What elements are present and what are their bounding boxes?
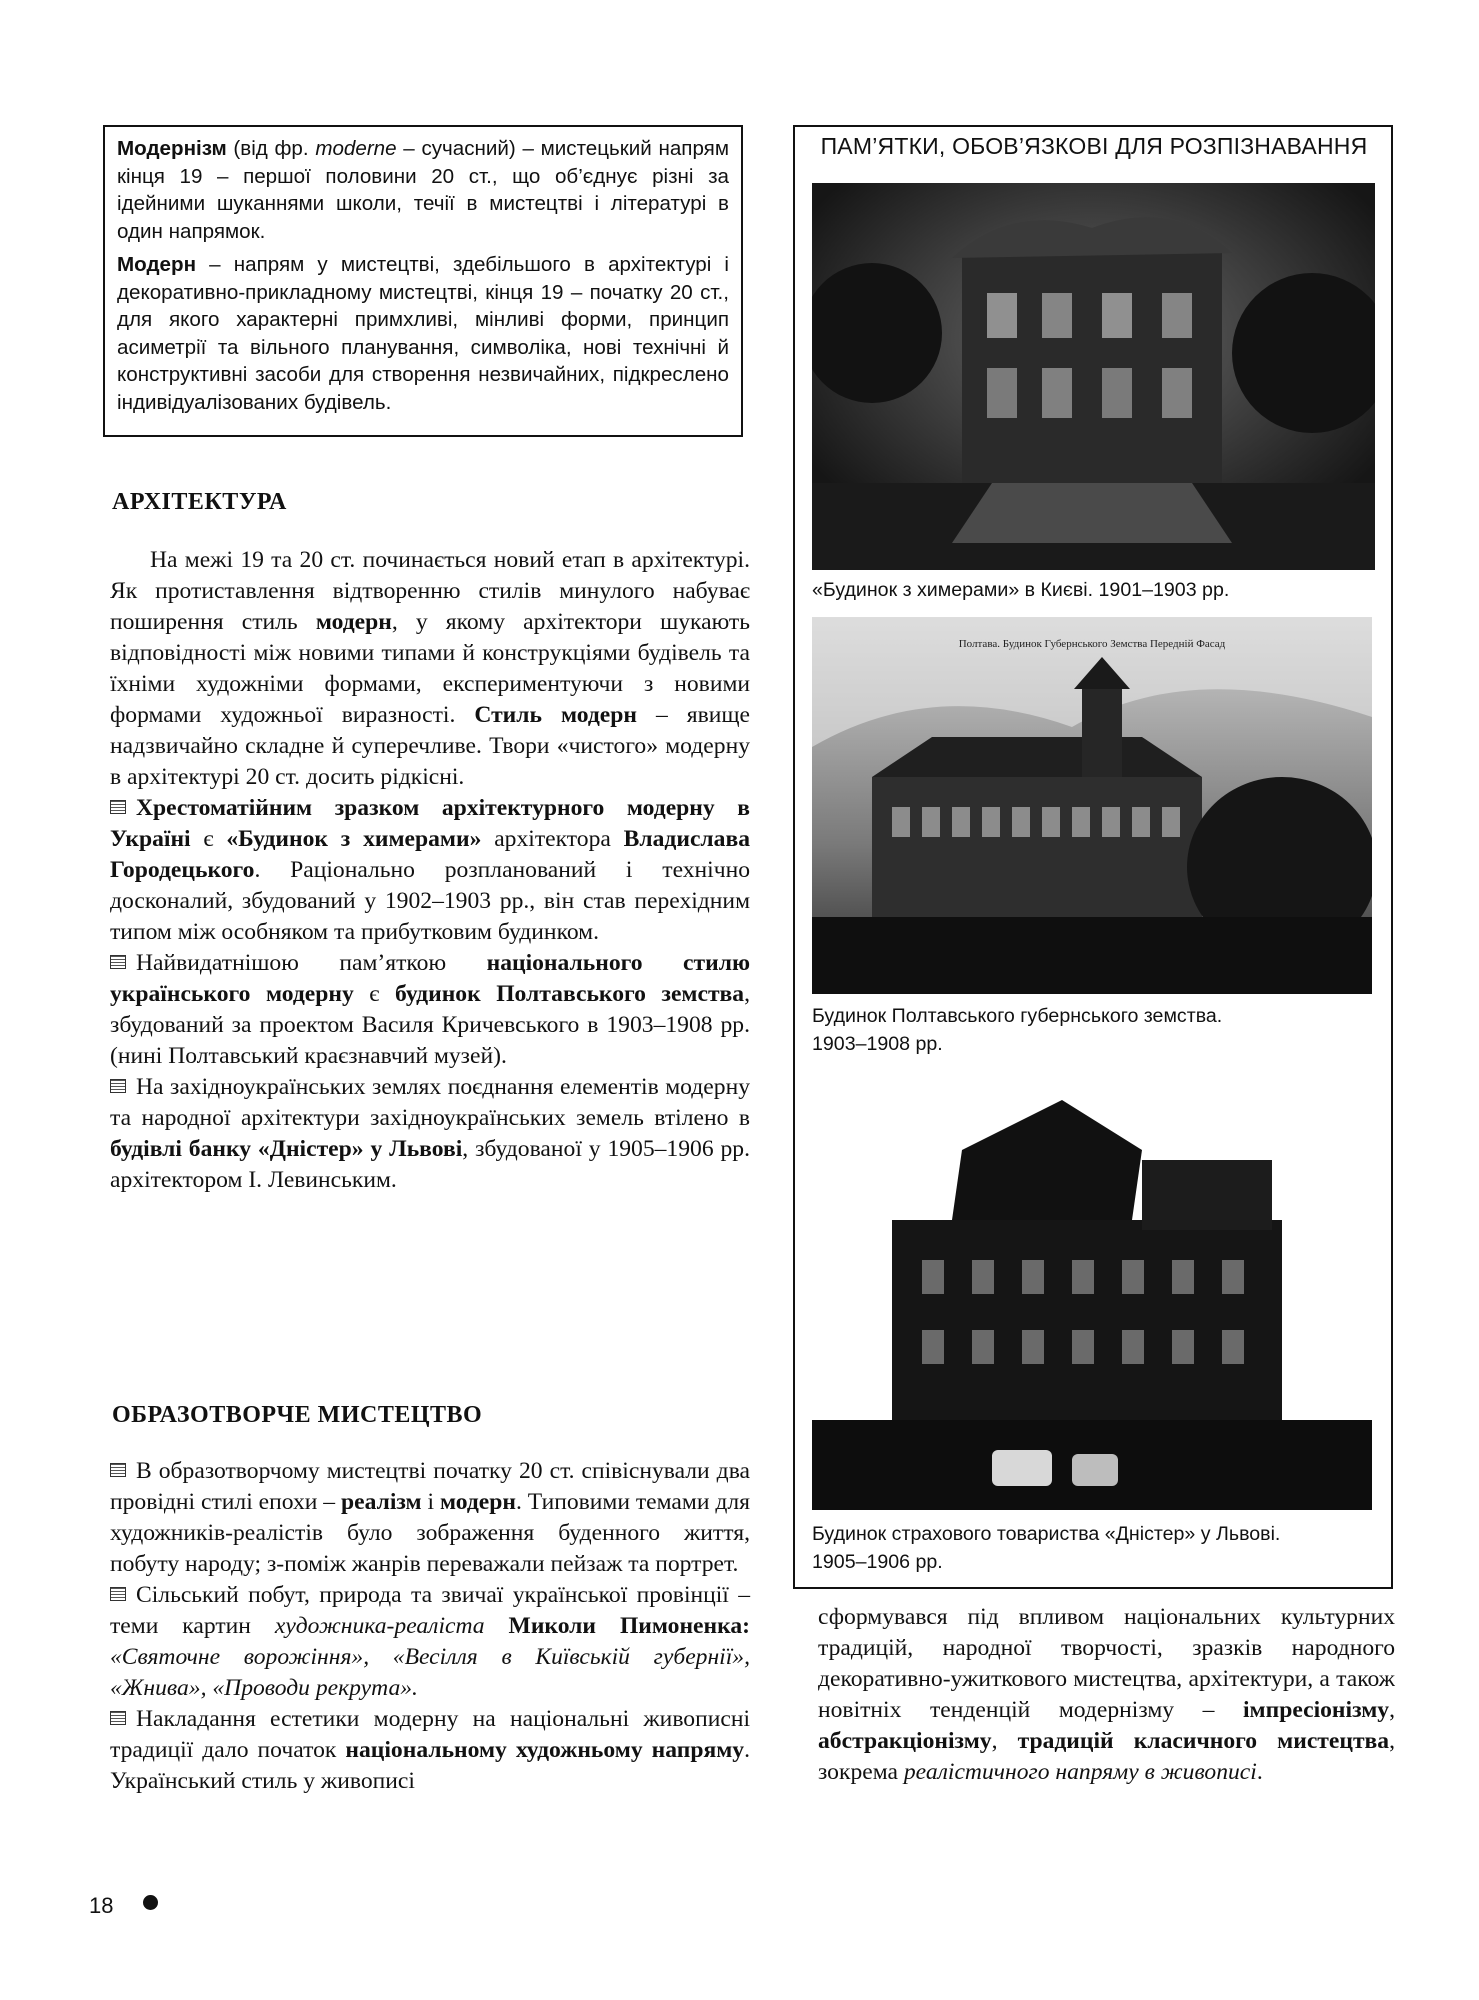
paragraph: На межі 19 та 20 ст. починається новий етап в архітектурі. Як протиставлення відтворенню стилів минулого набуває поширення стиль модерн, у якому архітектори шукають відповідності між новими типами й конструкціями будівель та їхніми художніми формами, експериментуючи з новими формами художньої виразності. Стиль модерн – явище надзвичайно складне й суперечливе. Твори «чистого» модерну в архітектурі 20 ст. досить рідкісні.: [110, 547, 750, 790]
bullet-icon: [110, 800, 126, 814]
photo-inscription: Полтава. Будинок Губернського Земства Передній Фасад: [958, 638, 1226, 650]
building-image: [812, 1090, 1372, 1510]
photo-poltava-zemstvo: [812, 617, 1372, 994]
photo-house-with-chimaeras: [812, 183, 1375, 570]
caption-photo-2: Будинок Полтавського губернського земства. 1903–1908 рр.: [812, 1005, 1223, 1055]
paragraph: Накладання естетики модерну на національні живописні традиції дало початок національному художньому напряму. Український стиль у живописі: [110, 1706, 750, 1794]
paragraph: На західноукраїнських землях поєднання елементів модерну та народної архітектури західноукраїнських земель втілено в будівлі банку «Дністер» у Львові, збудованої у 1905–1906 рр. архітектором І. Левинським.: [110, 1074, 750, 1193]
paragraph: В образотворчому мистецтві початку 20 ст. співіснували два провідні стилі епохи – реалізм і модерн. Типовими темами для художників-реалістів було зображення буденного життя, побуту народу; з-поміж жанрів переважали пейзаж та портрет.: [110, 1458, 750, 1577]
building-image: [812, 617, 1372, 994]
bullet-icon: [110, 1463, 126, 1477]
page-number: 18: [89, 1893, 114, 1918]
paragraph: Найвидатнішою пам’яткою національного стилю українського модерну є будинок Полтавського земства, збудований за проектом Василя Кричевського в 1903–1908 рр. (нині Полтавський краєзнавчий музей).: [110, 950, 751, 1069]
section-heading-architecture: АРХІТЕКТУРА: [112, 489, 287, 515]
monuments-title: ПАМ’ЯТКИ, ОБОВ’ЯЗКОВІ ДЛЯ РОЗПІЗНАВАННЯ: [820, 133, 1368, 159]
paragraph: Хрестоматійним зразком архітектурного модерну в Україні є «Будинок з химерами» архітектора Владислава Городецького. Раціонально розпланований і технічно досконалий, збудований у 1902–1903 рр., він став перехідним типом між особняком та прибутковим будинком.: [110, 795, 750, 945]
architecture-text: [110, 545, 750, 1196]
fine-arts-text: [110, 1456, 750, 1797]
definitions-box: [103, 125, 743, 437]
bullet-icon: [110, 1079, 126, 1093]
caption-photo-1: «Будинок з химерами» в Києві. 1901–1903 рр.: [812, 579, 1230, 601]
section-heading-fine-arts: ОБРАЗОТВОРЧЕ МИСТЕЦТВО: [112, 1402, 483, 1428]
photo-dnister-lviv: [812, 1090, 1372, 1510]
bullet-icon: [110, 955, 126, 969]
paragraph: Сільський побут, природа та звичаї української провінції – теми картин художника-реаліста Миколи Пимоненка: «Святочне ворожіння», «Весілля в Київській губернії», «Жнива», «Проводи рекрута».: [110, 1582, 750, 1701]
bullet-icon: [110, 1711, 126, 1725]
fine-arts-continuation: [818, 1602, 1395, 1788]
caption-photo-3: Будинок страхового товариства «Дністер» у Львові. 1905–1906 рр.: [812, 1523, 1281, 1573]
page-dot-icon: [143, 1895, 158, 1910]
bullet-icon: [110, 1587, 126, 1601]
definition-modern: Модерн – напрям у мистецтві, здебільшого в архітектурі і декоративно-прикладному мистецтві, кінця 19 – початку 20 ст., для якого характерні примхливі, мінливі форми, принцип асиметрії та вільного планування, символіка, нові технічні й конструктивні засоби для створення незвичайних, підкреслено індивідуалізованих будівель.: [117, 253, 729, 414]
building-image: [812, 183, 1375, 570]
paragraph: сформувався під впливом національних культурних традицій, народної творчості, зразків народного декоративно-ужиткового мистецтва, архітектури, а також новітніх тенденцій модернізму – імпресіонізму, абстракціонізму, традицій класичного мистецтва, зокрема реалістичного напряму в живописі.: [818, 1604, 1395, 1785]
definition-modernism: Модернізм (від фр. moderne – сучасний) – мистецький напрям кінця 19 – першої половини 20 ст., що об’єднує різні за ідейними шуканнями школи, течії в мистецтві і літературі в один напрямок.: [117, 137, 729, 243]
